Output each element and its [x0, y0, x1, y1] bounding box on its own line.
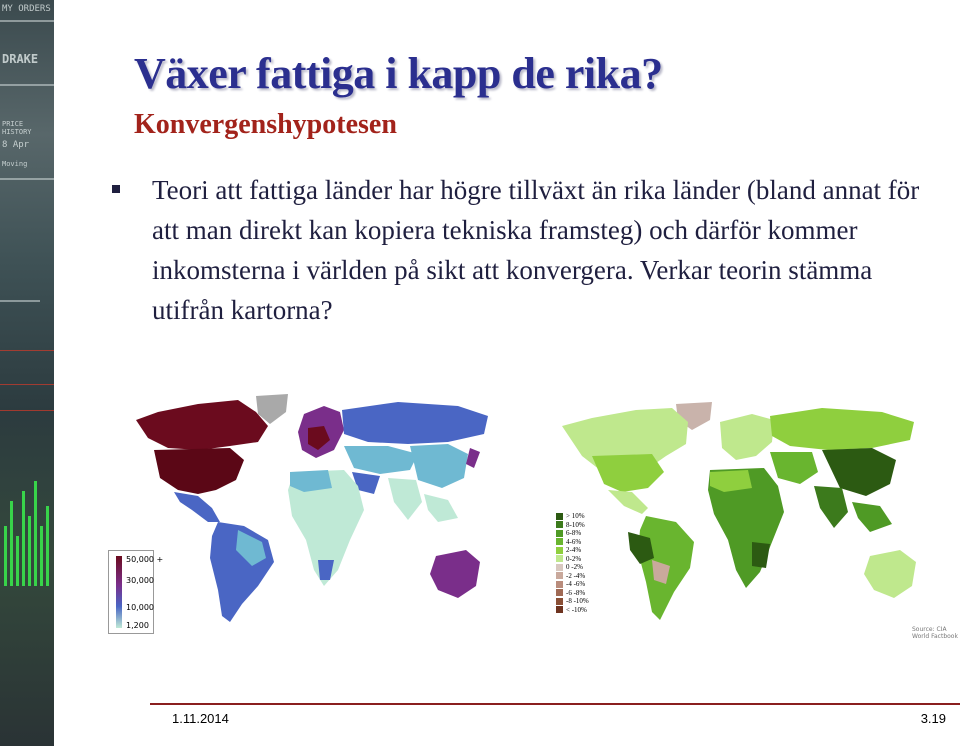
growth-legend-label: -8 -10%: [566, 597, 589, 606]
growth-legend-label: -4 -6%: [566, 580, 586, 589]
footer-divider: [150, 703, 960, 705]
sidebar-ticker-text: PRICE HISTORY: [2, 120, 32, 136]
bullet-text: Teori att fattiga länder har högre tillväxt än rika länder (bland annat för att man direkt kan kopiera tekniska framsteg) och därför kommer inkomsterna i världen på sikt att konvergera. Verkar teorin stämma utifrån kartorna?: [152, 175, 920, 325]
growth-legend-label: -2 -4%: [566, 571, 586, 580]
footer-date: 1.11.2014: [172, 711, 229, 726]
growth-legend-label: 8-10%: [566, 520, 585, 529]
income-world-map: [118, 390, 510, 630]
map-source-caption: Source: CIA World Factbook: [912, 626, 958, 640]
growth-legend-label: 0 -2%: [566, 563, 583, 572]
growth-legend-row: [556, 538, 601, 547]
growth-legend-label: < -10%: [566, 605, 587, 614]
growth-legend-label: 6-8%: [566, 529, 582, 538]
sidebar-ticker-text: 8 Apr: [2, 140, 30, 150]
income-legend-label: 30,000: [126, 576, 154, 585]
growth-legend-label: -6 -8%: [566, 588, 586, 597]
growth-legend-row: [556, 563, 601, 572]
sidebar-ticker-text: MY ORDERS: [2, 4, 51, 14]
growth-legend-row: [556, 580, 601, 589]
income-legend-gradient: [116, 556, 122, 628]
sidebar-ticker-text: DRAKE: [2, 52, 39, 66]
growth-legend-label: > 10%: [566, 512, 585, 521]
growth-legend-row: [556, 597, 601, 606]
growth-legend-row: [556, 555, 601, 564]
growth-world-map: [552, 392, 948, 630]
bullet-item: [112, 170, 942, 330]
income-legend: [108, 550, 164, 634]
growth-legend-row: [556, 572, 601, 581]
growth-legend-label: 2-4%: [566, 546, 582, 555]
income-legend-label: 50,000 +: [126, 555, 164, 564]
growth-legend-row: [556, 606, 601, 615]
decorative-sidebar: [0, 0, 54, 746]
growth-legend-label: 0-2%: [566, 554, 582, 563]
growth-legend-row: [556, 589, 601, 598]
bullet-square-icon: [112, 185, 120, 193]
growth-legend-row: [556, 546, 601, 555]
growth-legend-label: 4-6%: [566, 537, 582, 546]
bullet-list: [112, 170, 942, 330]
growth-legend-row: [556, 512, 601, 521]
slide-subtitle: Konvergenshypotesen: [134, 109, 397, 140]
growth-legend: [556, 512, 601, 614]
income-legend-label: 1,200: [126, 621, 149, 630]
slide-title: Växer fattiga i kapp de rika?: [134, 49, 663, 98]
income-legend-label: 10,000: [126, 603, 154, 612]
growth-legend-row: [556, 529, 601, 538]
footer-page-number: 3.19: [920, 711, 946, 726]
sidebar-ticker-text: Moving: [2, 160, 28, 168]
growth-legend-row: [556, 521, 601, 530]
